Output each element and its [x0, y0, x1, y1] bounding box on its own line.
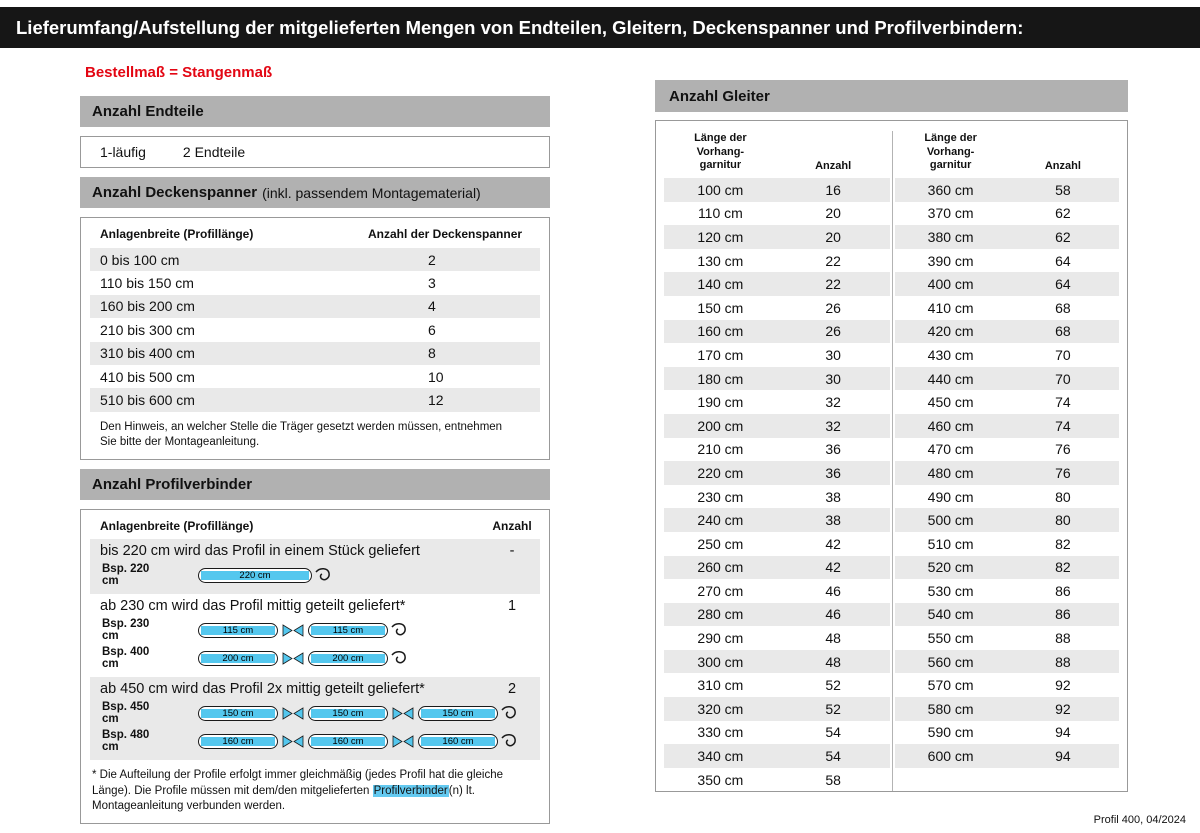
profile-diagram	[198, 704, 518, 722]
table-row	[895, 508, 1120, 532]
laenge-value: 390 cm	[927, 252, 974, 269]
section-header-deckenspanner	[80, 177, 550, 208]
table-row	[90, 342, 540, 365]
laenge-value: 370 cm	[927, 205, 974, 222]
table-row	[664, 603, 890, 627]
column-header-anzahl: Anzahl	[492, 519, 532, 534]
anzahl-value: 32	[825, 394, 841, 411]
anzahl-value: 94	[1055, 724, 1071, 741]
deckenspanner-table-header	[90, 225, 540, 248]
profilverbinder-connector-icon	[281, 707, 305, 720]
anzahl-value: 86	[1055, 582, 1071, 599]
table-row	[664, 697, 890, 721]
pv-count: -	[509, 543, 515, 560]
anzahl-value: 46	[825, 606, 841, 623]
pv-section-one-split	[90, 594, 540, 677]
profile-segment: 150 cm	[308, 706, 388, 721]
anzahl-value: 10	[428, 368, 444, 385]
section-header-gleiter-label: Anzahl Gleiter	[669, 87, 770, 105]
profile-segment: 150 cm	[418, 706, 498, 721]
table-row	[895, 367, 1120, 391]
anzahl-value: 68	[1055, 299, 1071, 316]
anzahl-value: 92	[1055, 677, 1071, 694]
section-header-endteile	[80, 96, 550, 127]
anzahl-value: 30	[825, 370, 841, 387]
profile-segment: 160 cm	[418, 734, 498, 749]
laenge-value: 570 cm	[927, 677, 974, 694]
anzahl-value: 76	[1055, 464, 1071, 481]
table-row	[895, 272, 1120, 296]
anzahl-value: 62	[1055, 205, 1071, 222]
table-row	[895, 461, 1120, 485]
laenge-value: 520 cm	[927, 559, 974, 576]
table-row	[895, 320, 1120, 344]
anzahl-value: 74	[1055, 417, 1071, 434]
column-header-anzahl: Anzahl	[815, 160, 852, 172]
laenge-value: 490 cm	[927, 488, 974, 505]
example-label: Bsp. 450 cm	[102, 701, 150, 726]
laenge-value: 460 cm	[927, 417, 974, 434]
laenge-value: 410 cm	[927, 299, 974, 316]
table-row	[90, 365, 540, 388]
table-row	[664, 485, 890, 509]
profile-example	[90, 561, 540, 589]
profile-diagram	[198, 566, 332, 584]
profile-segment: 150 cm	[198, 706, 278, 721]
anzahl-value: 88	[1055, 653, 1071, 670]
footnote-highlight: Profilverbinder	[373, 784, 448, 797]
breite-value: 210 bis 300 cm	[100, 321, 195, 338]
profile-diagram	[198, 621, 408, 639]
profile-end-hook-icon	[391, 621, 408, 639]
order-measure-note: Bestellmaß = Stangenmaß	[85, 64, 273, 81]
profile-diagram	[198, 732, 518, 750]
breite-value: 510 bis 600 cm	[100, 392, 195, 409]
table-row	[895, 178, 1120, 202]
anzahl-value: 26	[825, 323, 841, 340]
profilverbinder-connector-icon	[281, 652, 305, 665]
anzahl-value: 82	[1055, 535, 1071, 552]
table-row	[664, 272, 890, 296]
table-row	[895, 626, 1120, 650]
pv-rule-text: ab 450 cm wird das Profil 2x mittig geteilt geliefert*	[100, 681, 425, 698]
table-row	[895, 249, 1120, 273]
profile-segment: 115 cm	[308, 623, 388, 638]
anzahl-value: 48	[825, 653, 841, 670]
laenge-value: 190 cm	[697, 394, 744, 411]
footnote-text: (n) lt. Montageanleitung verbunden werden.	[92, 784, 475, 813]
laenge-value: 440 cm	[927, 370, 974, 387]
laenge-value: 380 cm	[927, 228, 974, 245]
document-reference: Profil 400, 04/2024	[1093, 814, 1186, 826]
profilverbinder-connector-icon	[391, 707, 415, 720]
laenge-value: 110 cm	[697, 205, 743, 222]
profilverbinder-table	[80, 509, 550, 824]
page-title-bar	[0, 7, 1200, 48]
page-title: Lieferumfang/Aufstellung der mitgelieferten Mengen von Endteilen, Gleitern, Deckenspanner und Profilverbindern:	[16, 16, 1024, 38]
anzahl-value: 58	[1055, 181, 1071, 198]
profile-example	[90, 644, 540, 672]
table-row	[895, 579, 1120, 603]
breite-value: 160 bis 200 cm	[100, 298, 195, 315]
laenge-value: 560 cm	[927, 653, 974, 670]
table-row	[90, 295, 540, 318]
laenge-value: 230 cm	[697, 488, 744, 505]
table-row	[664, 438, 890, 462]
example-label: Bsp. 400 cm	[102, 646, 150, 671]
section-header-profilverbinder	[80, 469, 550, 500]
laenge-value: 480 cm	[927, 464, 974, 481]
laenge-value: 320 cm	[697, 700, 744, 717]
laenge-value: 420 cm	[927, 323, 974, 340]
laenge-value: 450 cm	[927, 394, 974, 411]
pv-section-one-piece	[90, 539, 540, 594]
table-row	[895, 485, 1120, 509]
footnote-text: * Die Aufteilung der Profile erfolgt immer gleichmäßig (jedes Profil hat die gleiche Länge). Die Profile müssen mit dem/den mitgelieferten	[92, 769, 504, 797]
anzahl-value: 76	[1055, 441, 1071, 458]
table-row	[664, 296, 890, 320]
laenge-value: 100 cm	[697, 181, 744, 198]
column-header-anzahl: Anzahl	[1044, 160, 1081, 172]
pv-rule-text: bis 220 cm wird das Profil in einem Stück geliefert	[100, 543, 420, 560]
laenge-value: 600 cm	[927, 748, 974, 765]
table-row	[895, 721, 1120, 745]
table-row	[664, 390, 890, 414]
table-row	[664, 650, 890, 674]
anzahl-value: 64	[1055, 276, 1071, 293]
profilverbinder-connector-icon	[281, 735, 305, 748]
table-row	[895, 673, 1120, 697]
laenge-value: 140 cm	[697, 276, 744, 293]
table-row	[895, 532, 1120, 556]
anzahl-value: 42	[825, 559, 841, 576]
table-row	[895, 414, 1120, 438]
anzahl-value: 70	[1055, 346, 1071, 363]
table-row	[664, 202, 890, 226]
anzahl-value: 80	[1055, 488, 1071, 505]
table-row	[664, 744, 890, 768]
profile-segment: 200 cm	[198, 651, 278, 666]
laenge-value: 540 cm	[927, 606, 974, 623]
anzahl-value: 46	[825, 582, 841, 599]
table-row	[664, 178, 890, 202]
endteile-laeufig: 1-läufig	[100, 144, 146, 160]
table-row	[664, 367, 890, 391]
pv-section-two-splits	[90, 677, 540, 760]
example-label: Bsp. 230 cm	[102, 618, 150, 643]
laenge-value: 470 cm	[927, 441, 974, 458]
gleiter-table-left	[662, 131, 892, 791]
table-row	[664, 249, 890, 273]
anzahl-value: 54	[825, 748, 841, 765]
laenge-value: 360 cm	[927, 181, 974, 198]
laenge-value: 350 cm	[697, 771, 744, 788]
right-column	[655, 80, 1128, 792]
anzahl-value: 70	[1055, 370, 1071, 387]
example-label: Bsp. 220 cm	[102, 563, 150, 588]
profile-example	[90, 616, 540, 644]
table-row	[664, 532, 890, 556]
profilverbinder-connector-icon	[281, 624, 305, 637]
profile-segment: 160 cm	[308, 734, 388, 749]
laenge-value: 200 cm	[697, 417, 744, 434]
gleiter-rows-left	[664, 178, 890, 791]
anzahl-value: 48	[825, 630, 841, 647]
table-row	[895, 343, 1120, 367]
laenge-value: 290 cm	[697, 630, 744, 647]
table-row	[664, 508, 890, 532]
table-row	[895, 556, 1120, 580]
anzahl-value: 22	[825, 276, 841, 293]
gleiter-rows-right	[895, 178, 1120, 768]
laenge-value: 550 cm	[927, 630, 974, 647]
anzahl-value: 94	[1055, 748, 1071, 765]
endteile-table	[80, 136, 550, 168]
table-row	[895, 697, 1120, 721]
table-row	[664, 343, 890, 367]
anzahl-value: 22	[825, 252, 841, 269]
table-row	[664, 673, 890, 697]
table-row	[895, 202, 1120, 226]
anzahl-value: 88	[1055, 630, 1071, 647]
table-row	[664, 579, 890, 603]
anzahl-value: 38	[825, 488, 841, 505]
laenge-value: 160 cm	[697, 323, 744, 340]
laenge-value: 400 cm	[927, 276, 974, 293]
table-row	[90, 248, 540, 271]
deckenspanner-rows	[90, 248, 540, 412]
gleiter-table-right	[892, 131, 1122, 791]
example-label: Bsp. 480 cm	[102, 729, 150, 754]
column-header-laenge: Länge der Vorhang- garnitur	[694, 131, 747, 172]
anzahl-value: 68	[1055, 323, 1071, 340]
laenge-value: 310 cm	[697, 677, 744, 694]
anzahl-value: 26	[825, 299, 841, 316]
section-header-profilverbinder-label: Anzahl Profilverbinder	[92, 476, 253, 494]
laenge-value: 180 cm	[697, 370, 744, 387]
table-row	[664, 461, 890, 485]
anzahl-value: 64	[1055, 252, 1071, 269]
anzahl-value: 32	[825, 417, 841, 434]
pv-count: 1	[507, 598, 517, 615]
table-row	[895, 650, 1120, 674]
table-row	[895, 744, 1120, 768]
anzahl-value: 74	[1055, 394, 1071, 411]
profilverbinder-connector-icon	[391, 735, 415, 748]
profile-end-hook-icon	[501, 704, 518, 722]
gleiter-table-header	[895, 131, 1120, 178]
section-header-deckenspanner-sub: (inkl. passendem Montagematerial)	[262, 184, 481, 201]
profile-segment: 200 cm	[308, 651, 388, 666]
anzahl-value: 2	[428, 251, 436, 268]
anzahl-value: 82	[1055, 559, 1071, 576]
laenge-value: 210 cm	[697, 441, 744, 458]
table-row	[664, 626, 890, 650]
column-header-anlagenbreite: Anlagenbreite (Profillänge)	[100, 227, 254, 241]
laenge-value: 150 cm	[697, 299, 744, 316]
laenge-value: 330 cm	[697, 724, 744, 741]
table-row	[664, 320, 890, 344]
column-header-anlagenbreite: Anlagenbreite (Profillänge)	[100, 519, 254, 534]
laenge-value: 500 cm	[927, 512, 974, 529]
anzahl-value: 42	[825, 535, 841, 552]
table-row	[90, 388, 540, 411]
section-header-deckenspanner-label: Anzahl Deckenspanner	[92, 184, 258, 201]
table-row	[895, 390, 1120, 414]
table-row	[90, 318, 540, 341]
laenge-value: 240 cm	[697, 512, 744, 529]
breite-value: 110 bis 150 cm	[100, 275, 194, 292]
anzahl-value: 30	[825, 346, 841, 363]
endteile-count: 2 Endteile	[182, 144, 246, 160]
anzahl-value: 20	[825, 228, 841, 245]
laenge-value: 510 cm	[927, 535, 974, 552]
deckenspanner-table	[80, 217, 550, 460]
table-row	[895, 438, 1120, 462]
table-row	[895, 603, 1120, 627]
left-column	[80, 56, 550, 824]
anzahl-value: 4	[428, 298, 436, 315]
anzahl-value: 6	[428, 321, 436, 338]
column-header-laenge: Länge der Vorhang- garnitur	[924, 131, 977, 172]
anzahl-value: 36	[825, 464, 841, 481]
laenge-value: 170 cm	[697, 346, 744, 363]
profile-end-hook-icon	[501, 732, 518, 750]
table-row	[895, 296, 1120, 320]
laenge-value: 120 cm	[697, 228, 744, 245]
column-header-anzahl-deckenspanner: Anzahl der Deckenspanner	[368, 227, 523, 241]
anzahl-value: 20	[825, 205, 841, 222]
anzahl-value: 52	[825, 677, 841, 694]
anzahl-value: 62	[1055, 228, 1071, 245]
profile-end-hook-icon	[315, 566, 332, 584]
profile-example	[90, 699, 540, 727]
profile-segment: 160 cm	[198, 734, 278, 749]
breite-value: 310 bis 400 cm	[100, 345, 195, 362]
laenge-value: 580 cm	[927, 700, 974, 717]
laenge-value: 280 cm	[697, 606, 744, 623]
laenge-value: 220 cm	[697, 464, 744, 481]
laenge-value: 250 cm	[697, 535, 744, 552]
anzahl-value: 8	[428, 345, 436, 362]
breite-value: 0 bis 100 cm	[100, 251, 180, 268]
breite-value: 410 bis 500 cm	[100, 368, 195, 385]
laenge-value: 530 cm	[927, 582, 974, 599]
profilverbinder-table-header	[90, 516, 540, 539]
profile-segment: 115 cm	[198, 623, 278, 638]
deckenspanner-note: Den Hinweis, an welcher Stelle die Träger gesetzt werden müssen, entnehmen Sie bitte der Montageanleitung.	[100, 420, 503, 448]
profile-diagram	[198, 649, 408, 667]
anzahl-value: 52	[825, 700, 841, 717]
table-row	[90, 271, 540, 294]
laenge-value: 260 cm	[697, 559, 744, 576]
anzahl-value: 86	[1055, 606, 1071, 623]
gleiter-table	[655, 120, 1128, 792]
laenge-value: 300 cm	[697, 653, 744, 670]
laenge-value: 270 cm	[697, 582, 744, 599]
table-row	[664, 225, 890, 249]
anzahl-value: 38	[825, 512, 841, 529]
anzahl-value: 3	[428, 275, 436, 292]
anzahl-value: 80	[1055, 512, 1071, 529]
table-row	[664, 768, 890, 792]
section-header-gleiter	[655, 80, 1128, 112]
laenge-value: 430 cm	[927, 346, 974, 363]
anzahl-value: 36	[825, 441, 841, 458]
profilverbinder-footnote	[90, 760, 540, 815]
section-header-endteile-label: Anzahl Endteile	[92, 103, 204, 120]
laenge-value: 130 cm	[697, 252, 744, 269]
laenge-value: 590 cm	[927, 724, 974, 741]
anzahl-value: 16	[825, 181, 841, 198]
anzahl-value: 12	[428, 392, 444, 409]
table-row	[664, 414, 890, 438]
table-row	[895, 225, 1120, 249]
profile-segment: 220 cm	[198, 568, 312, 583]
pv-rule-text: ab 230 cm wird das Profil mittig geteilt geliefert*	[100, 598, 406, 615]
table-row	[664, 556, 890, 580]
table-row	[664, 721, 890, 745]
profile-end-hook-icon	[391, 649, 408, 667]
gleiter-table-header	[664, 131, 890, 178]
profile-example	[90, 727, 540, 755]
anzahl-value: 58	[825, 771, 841, 788]
anzahl-value: 92	[1055, 700, 1071, 717]
anzahl-value: 54	[825, 724, 841, 741]
laenge-value: 340 cm	[697, 748, 744, 765]
pv-count: 2	[507, 681, 517, 698]
